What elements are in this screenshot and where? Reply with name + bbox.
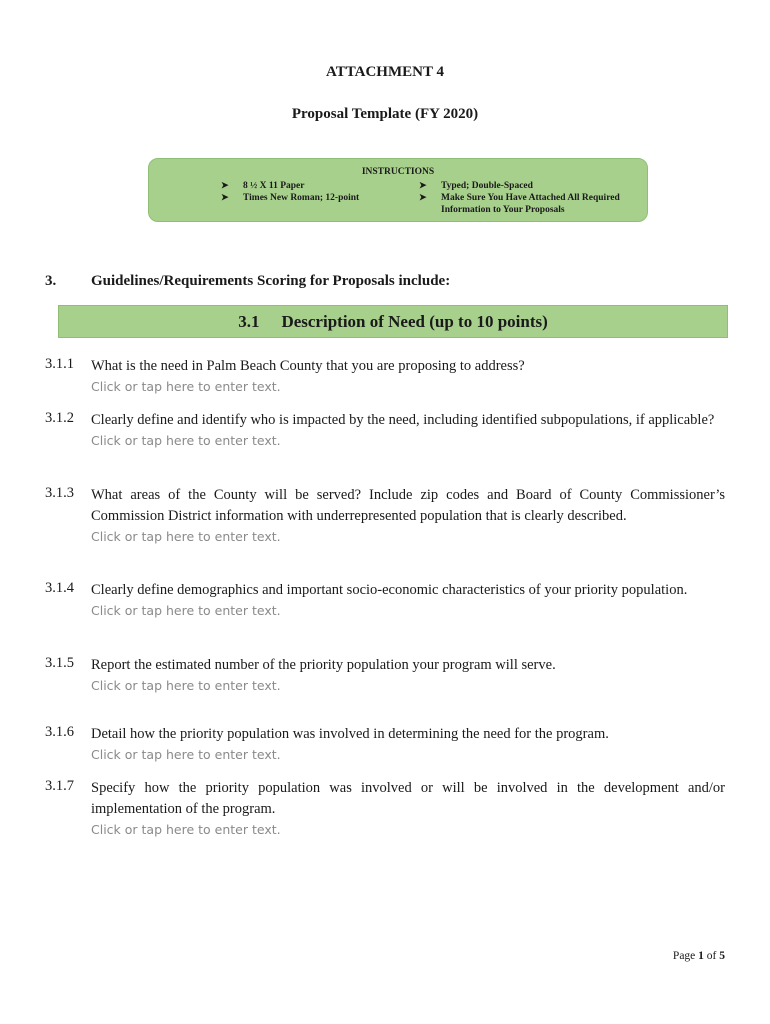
- answer-field[interactable]: Click or tap here to enter text.: [91, 433, 281, 448]
- question-text: Clearly define demographics and important socio-economic characteristics of your priority population.: [91, 582, 688, 598]
- instruction-item: [419, 180, 533, 192]
- attachment-title: ATTACHMENT 4: [326, 64, 444, 80]
- template-title: Proposal Template (FY 2020): [291, 106, 479, 122]
- instruction-item: [221, 192, 359, 204]
- current-page: 1: [698, 950, 704, 962]
- question-text: What areas of the County will be served? Include zip codes and Board of County Commissioner’s Commission District information with underrepresented population that is clearly described.: [91, 487, 725, 524]
- question-text: What is the need in Palm Beach County that you are proposing to address?: [91, 358, 525, 374]
- answer-field[interactable]: Click or tap here to enter text.: [91, 379, 281, 394]
- question-number: 3.1.4: [45, 580, 74, 596]
- answer-field[interactable]: Click or tap here to enter text.: [91, 529, 281, 544]
- arrow-bullet-icon: ➤: [419, 192, 427, 202]
- answer-field[interactable]: Click or tap here to enter text.: [91, 603, 281, 618]
- question-number: 3.1.2: [45, 410, 74, 426]
- question-number: 3.1.6: [45, 724, 74, 740]
- instructions-box: [148, 158, 648, 222]
- instruction-text: 8 ½ X 11 Paper: [243, 181, 305, 191]
- instruction-text: Make Sure You Have Attached All Required Information to Your Proposals: [441, 193, 620, 215]
- instructions-heading: INSTRUCTIONS: [361, 167, 435, 177]
- subsection-number: 3.1: [238, 311, 260, 331]
- question-number: 3.1.7: [45, 778, 74, 794]
- section-number: 3.: [45, 273, 57, 289]
- subsection-banner: [58, 305, 728, 338]
- question-text: Clearly define and identify who is impacted by the need, including identified subpopulations, if applicable?: [91, 412, 715, 428]
- instruction-item: [419, 192, 631, 216]
- arrow-bullet-icon: ➤: [419, 180, 427, 190]
- instruction-text: Typed; Double-Spaced: [441, 181, 533, 191]
- section-title: Guidelines/Requirements Scoring for Proposals include:: [91, 273, 451, 289]
- answer-field[interactable]: Click or tap here to enter text.: [91, 747, 281, 762]
- question-number: 3.1.5: [45, 655, 74, 671]
- page-number: [673, 950, 725, 962]
- instruction-text: Times New Roman; 12-point: [243, 193, 360, 203]
- page-label: Page: [672, 950, 696, 962]
- answer-field[interactable]: Click or tap here to enter text.: [91, 822, 281, 837]
- question-text: Specify how the priority population was involved or will be involved in the development and/or implementation of the program.: [91, 780, 725, 817]
- instruction-item: [221, 180, 304, 192]
- question-text: Report the estimated number of the priority population your program will serve.: [91, 657, 556, 673]
- subsection-title: Description of Need (up to 10 points): [281, 311, 548, 331]
- arrow-bullet-icon: ➤: [221, 192, 229, 202]
- question-number: 3.1.1: [45, 356, 74, 372]
- question-number: 3.1.3: [45, 485, 74, 501]
- total-pages: 5: [719, 950, 725, 962]
- arrow-bullet-icon: ➤: [221, 180, 229, 190]
- question-text: Detail how the priority population was involved in determining the need for the program.: [91, 726, 609, 742]
- of-label: of: [706, 950, 717, 962]
- answer-field[interactable]: Click or tap here to enter text.: [91, 678, 281, 693]
